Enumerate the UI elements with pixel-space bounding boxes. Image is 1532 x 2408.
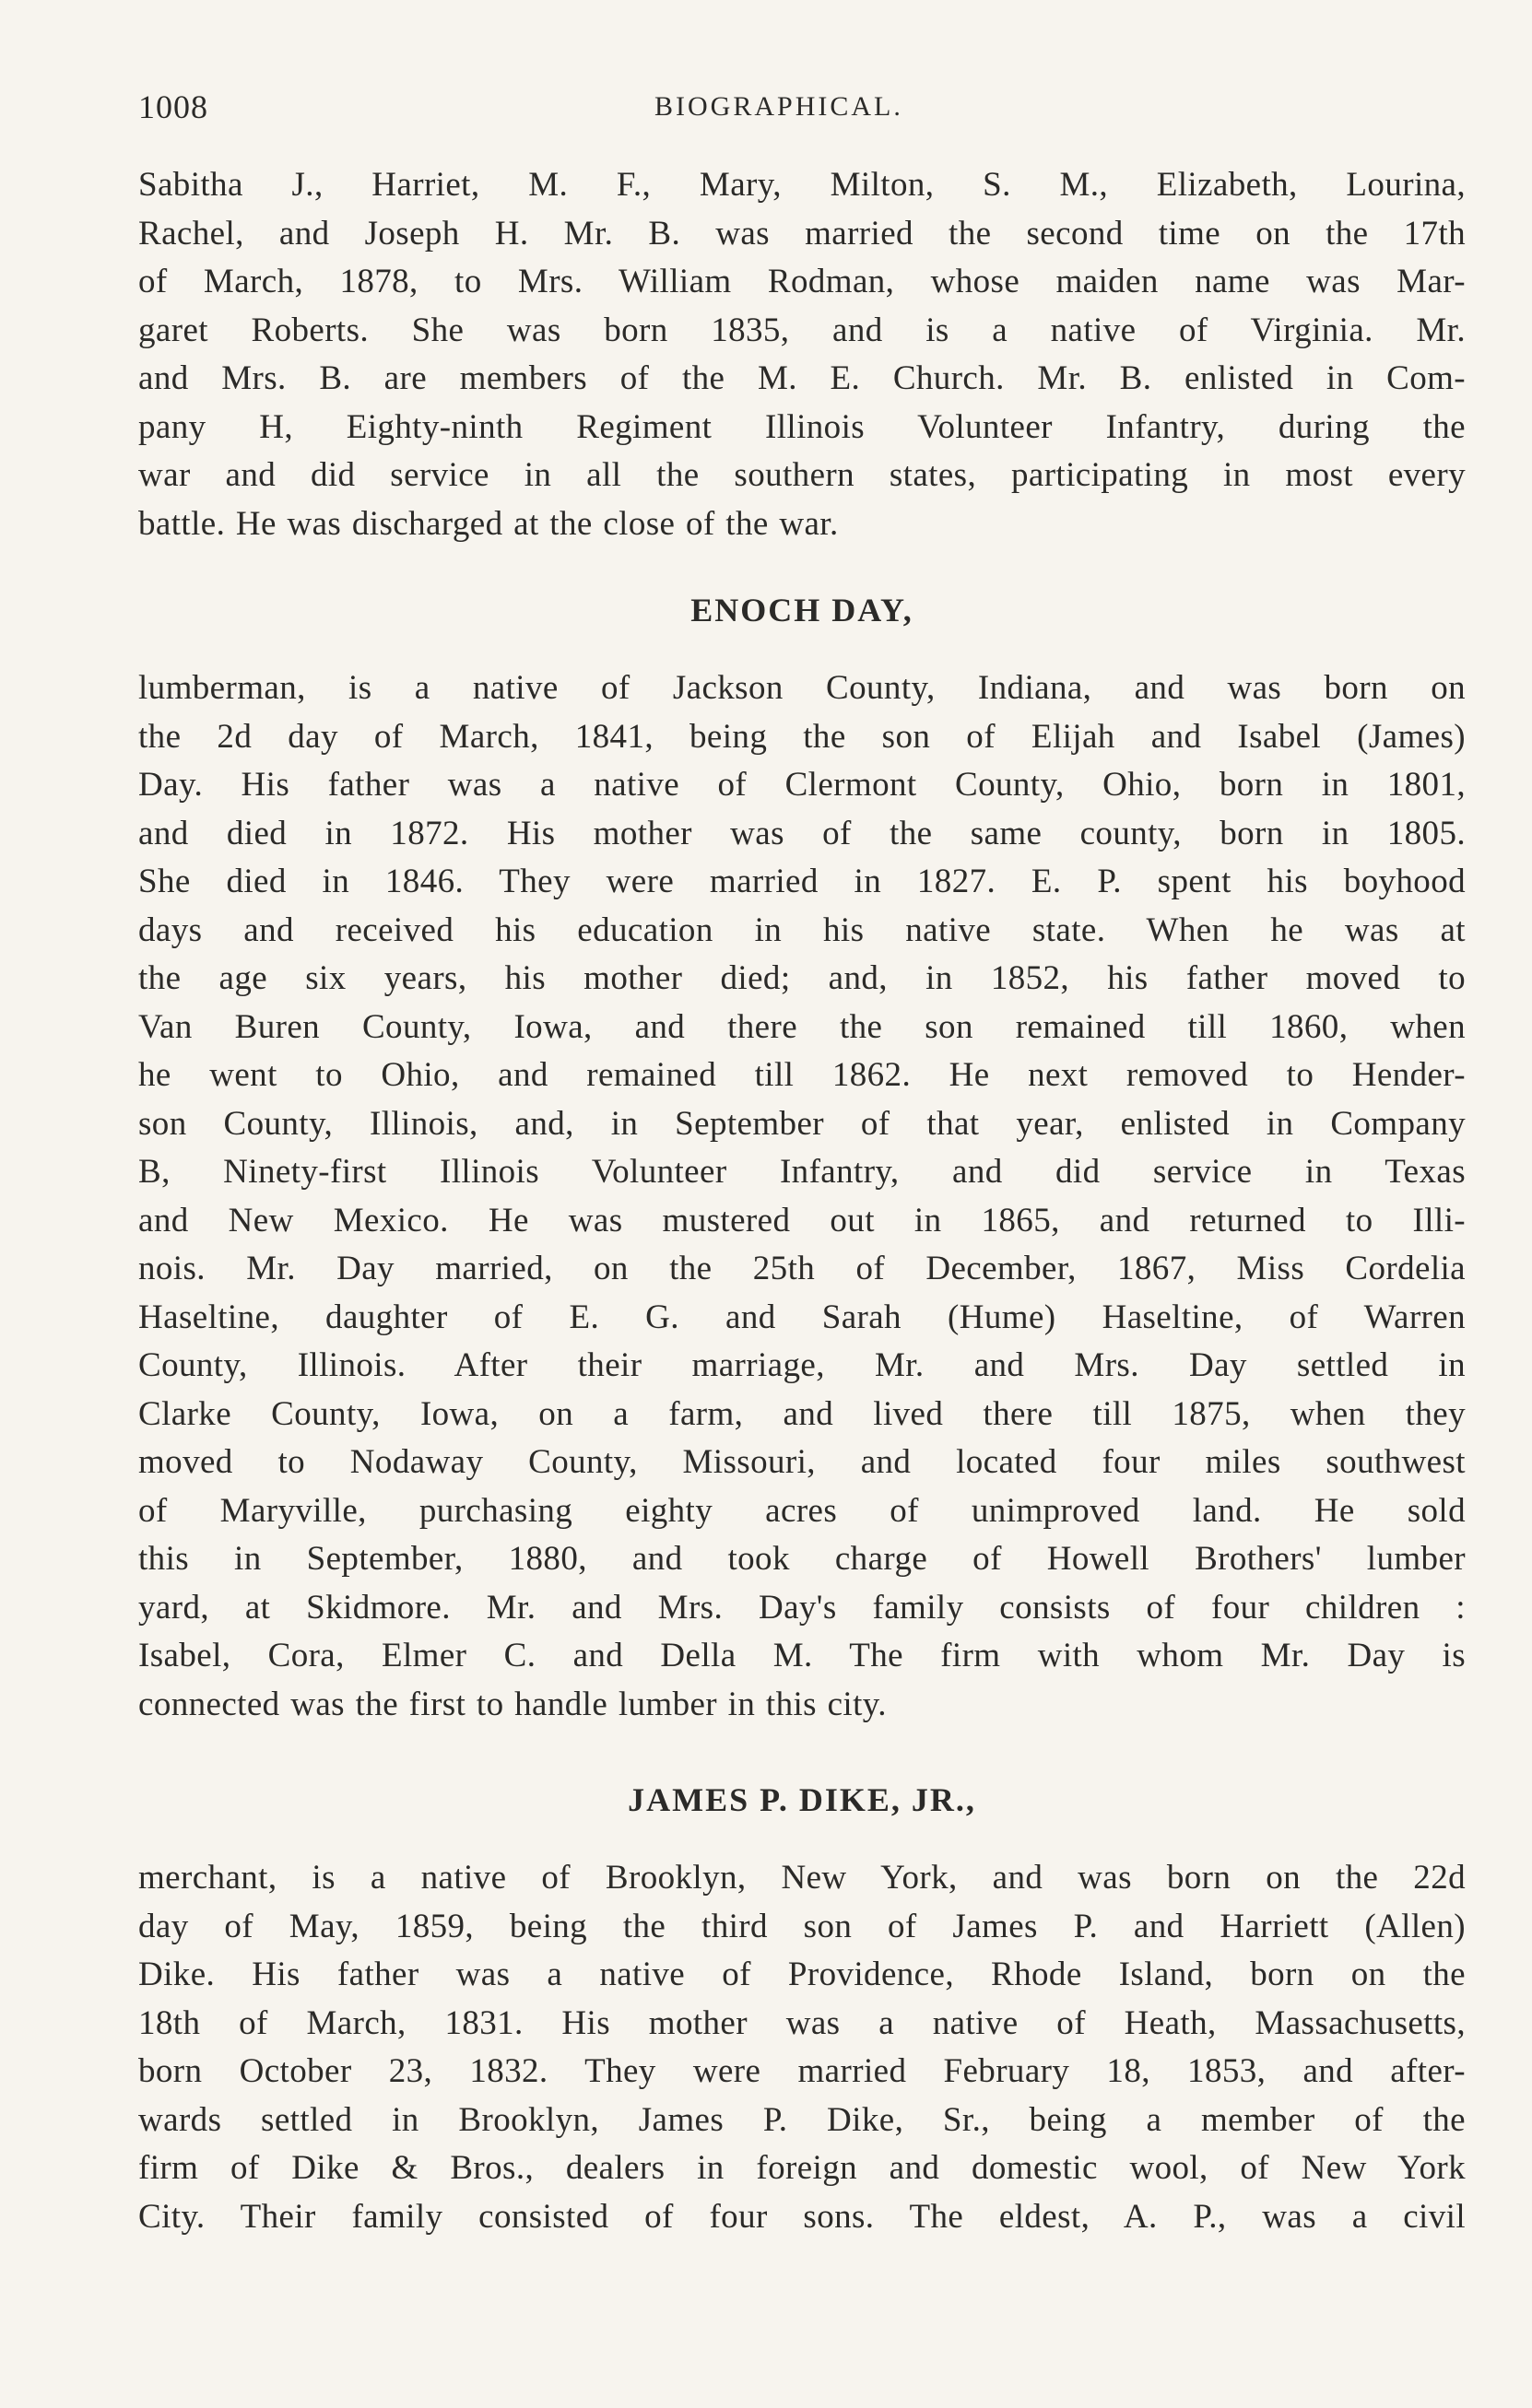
text-line: Isabel, Cora, Elmer C. and Della M. The firm with whom Mr. Day is [138,1637,1466,1674]
text-line: war and did service in all the southern states, participating in most every [138,456,1466,494]
text-line: B, Ninety-first Illinois Volunteer Infantry, and did service in Texas [138,1153,1466,1191]
text-line: pany H, Eighty-ninth Regiment Illinois Volunteer Infantry, during the [138,407,1466,446]
text-line: day of May, 1859, being the third son of James P. and Harriett (Allen) [138,1907,1466,1945]
text-line: days and received his education in his native state. When he was at [138,910,1466,949]
section-heading-james-dike: JAMES P. DIKE, JR., [628,1781,976,1818]
text-line: Rachel, and Joseph H. Mr. B. was married the second time on the 17th [138,214,1466,253]
text-line: Van Buren County, Iowa, and there the son remained till 1860, when [138,1007,1466,1046]
text-line: moved to Nodaway County, Missouri, and located four miles southwest [138,1443,1466,1481]
text-line: born October 23, 1832. They were married February 18, 1853, and after- [138,2052,1466,2090]
james-dike-paragraph [138,1854,1466,2241]
enoch-day-paragraph [138,664,1466,1729]
running-head [138,88,1466,124]
text-line: She died in 1846. They were married in 1827. E. P. spent his boyhood [138,863,1466,900]
running-title: BIOGRAPHICAL. [654,91,903,122]
text-line: Haseltine, daughter of E. G. and Sarah (Hume) Haseltine, of Warren [138,1298,1466,1336]
text-line: and Mrs. B. are members of the M. E. Church. Mr. B. enlisted in Com- [138,359,1466,397]
text-line: firm of Dike & Bros., dealers in foreign and domestic wool, of New York [138,2149,1466,2187]
text-line: City. Their family consisted of four sons. The eldest, A. P., was a civil [138,2197,1466,2236]
text-line: the 2d day of March, 1841, being the son of Elijah and Isabel (James) [138,717,1466,756]
text-line: battle. He was discharged at the close of the war. [138,504,839,543]
text-line: County, Illinois. After their marriage, Mr. and Mrs. Day settled in [138,1346,1466,1384]
body-text [138,161,1466,2241]
text-line: Clarke County, Iowa, on a farm, and lived there till 1875, when they [138,1394,1466,1433]
continuation-paragraph [138,161,1466,548]
text-line: wards settled in Brooklyn, James P. Dike, Sr., being a member of the [138,2100,1466,2139]
text-line: garet Roberts. She was born 1835, and is a native of Virginia. Mr. [138,311,1466,349]
text-line: and died in 1872. His mother was of the same county, born in 1805. [138,814,1466,852]
text-line: son County, Illinois, and, in September of that year, enlisted in Company [138,1104,1466,1143]
text-line: the age six years, his mother died; and, in 1852, his father moved to [138,959,1466,997]
text-line: nois. Mr. Day married, on the 25th of December, 1867, Miss Cordelia [138,1250,1466,1287]
text-line: lumberman, is a native of Jackson County, Indiana, and was born on [138,669,1466,707]
text-line: this in September, 1880, and took charge of Howell Brothers' lumber [138,1540,1466,1578]
text-line: Dike. His father was a native of Providence, Rhode Island, born on the [138,1956,1466,1993]
text-line: of March, 1878, to Mrs. William Rodman, whose maiden name was Mar- [138,263,1466,300]
text-line: merchant, is a native of Brooklyn, New York, and was born on the 22d [138,1859,1466,1897]
text-line: Sabitha J., Harriet, M. F., Mary, Milton, S. M., Elizabeth, Lourina, [138,166,1466,204]
text-line: connected was the first to handle lumber in this city. [138,1685,887,1723]
text-line: Day. His father was a native of Clermont County, Ohio, born in 1801, [138,766,1466,804]
text-line: 18th of March, 1831. His mother was a native of Heath, Massachusetts, [138,2003,1466,2042]
text-line: and New Mexico. He was mustered out in 1865, and returned to Illi- [138,1201,1466,1239]
text-line: he went to Ohio, and remained till 1862. He next removed to Hender- [138,1056,1466,1094]
text-line: yard, at Skidmore. Mr. and Mrs. Day's family consists of four children : [138,1588,1466,1627]
text-line: of Maryville, purchasing eighty acres of unimproved land. He sold [138,1491,1466,1530]
section-heading-enoch-day: ENOCH DAY, [690,592,913,628]
page-number: 1008 [138,88,208,125]
